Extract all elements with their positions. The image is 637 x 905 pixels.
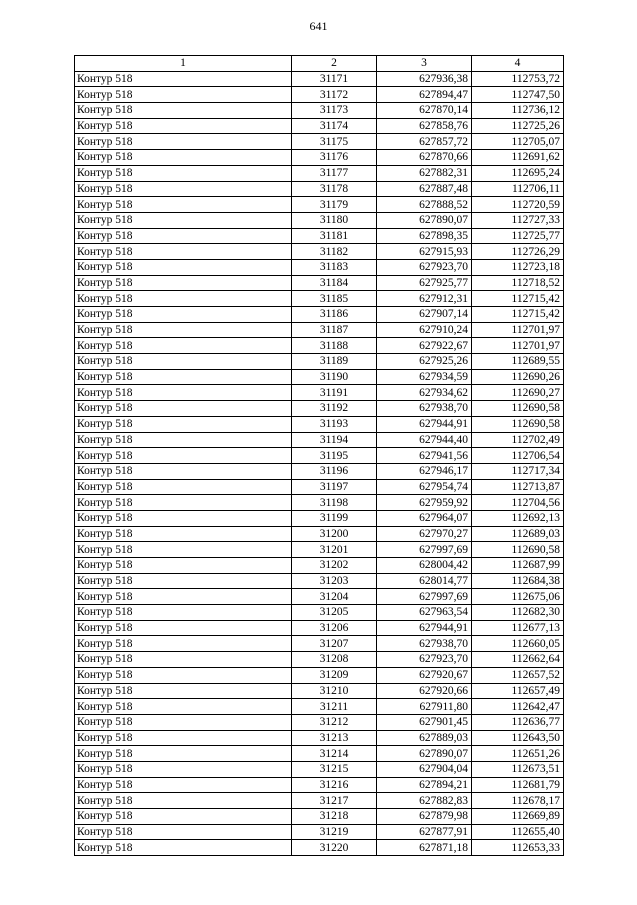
table-row: [75, 746, 564, 762]
y-coordinate-cell: 112706,54: [472, 448, 564, 464]
contour-name-cell: Контур 518: [75, 354, 292, 370]
contour-name-cell: Контур 518: [75, 401, 292, 417]
x-coordinate-cell: 627934,59: [377, 369, 472, 385]
x-coordinate-cell: 627920,67: [377, 667, 472, 683]
point-number-cell: 31217: [292, 793, 377, 809]
table-row: [75, 824, 564, 840]
y-coordinate-cell: 112669,89: [472, 809, 564, 825]
x-coordinate-cell: 627857,72: [377, 134, 472, 150]
y-coordinate-cell: 112720,59: [472, 197, 564, 213]
table-row: [75, 448, 564, 464]
point-number-cell: 31213: [292, 730, 377, 746]
point-number-cell: 31174: [292, 118, 377, 134]
y-coordinate-cell: 112643,50: [472, 730, 564, 746]
point-number-cell: 31176: [292, 150, 377, 166]
y-coordinate-cell: 112660,05: [472, 636, 564, 652]
coordinates-table: [74, 55, 564, 856]
x-coordinate-cell: 627963,54: [377, 605, 472, 621]
header-row: [75, 56, 564, 72]
y-coordinate-cell: 112725,77: [472, 228, 564, 244]
point-number-cell: 31218: [292, 809, 377, 825]
y-coordinate-cell: 112704,56: [472, 495, 564, 511]
contour-name-cell: Контур 518: [75, 667, 292, 683]
table-row: [75, 259, 564, 275]
x-coordinate-cell: 627890,07: [377, 746, 472, 762]
table-row: [75, 777, 564, 793]
x-coordinate-cell: 627941,56: [377, 448, 472, 464]
table-row: [75, 558, 564, 574]
x-coordinate-cell: 627925,77: [377, 275, 472, 291]
y-coordinate-cell: 112717,34: [472, 463, 564, 479]
point-number-cell: 31216: [292, 777, 377, 793]
x-coordinate-cell: 627938,70: [377, 636, 472, 652]
point-number-cell: 31210: [292, 683, 377, 699]
point-number-cell: 31187: [292, 322, 377, 338]
contour-name-cell: Контур 518: [75, 558, 292, 574]
contour-name-cell: Контур 518: [75, 495, 292, 511]
table-row: [75, 275, 564, 291]
point-number-cell: 31185: [292, 291, 377, 307]
contour-name-cell: Контур 518: [75, 699, 292, 715]
contour-name-cell: Контур 518: [75, 291, 292, 307]
point-number-cell: 31184: [292, 275, 377, 291]
contour-name-cell: Контур 518: [75, 761, 292, 777]
point-number-cell: 31195: [292, 448, 377, 464]
contour-name-cell: Контур 518: [75, 369, 292, 385]
point-number-cell: 31193: [292, 416, 377, 432]
point-number-cell: 31190: [292, 369, 377, 385]
contour-name-cell: Контур 518: [75, 432, 292, 448]
table-row: [75, 714, 564, 730]
y-coordinate-cell: 112702,49: [472, 432, 564, 448]
table-row: [75, 150, 564, 166]
table-row: [75, 307, 564, 323]
contour-name-cell: Контур 518: [75, 777, 292, 793]
contour-name-cell: Контур 518: [75, 479, 292, 495]
contour-name-cell: Контур 518: [75, 448, 292, 464]
contour-name-cell: Контур 518: [75, 730, 292, 746]
table-row: [75, 416, 564, 432]
x-coordinate-cell: 627959,92: [377, 495, 472, 511]
table-row: [75, 605, 564, 621]
y-coordinate-cell: 112727,33: [472, 212, 564, 228]
point-number-cell: 31215: [292, 761, 377, 777]
contour-name-cell: Контур 518: [75, 605, 292, 621]
point-number-cell: 31178: [292, 181, 377, 197]
contour-name-cell: Контур 518: [75, 103, 292, 119]
point-number-cell: 31206: [292, 620, 377, 636]
x-coordinate-cell: 627890,07: [377, 212, 472, 228]
contour-name-cell: Контур 518: [75, 620, 292, 636]
header-cell-4: 4: [472, 56, 564, 72]
point-number-cell: 31189: [292, 354, 377, 370]
y-coordinate-cell: 112715,42: [472, 307, 564, 323]
y-coordinate-cell: 112678,17: [472, 793, 564, 809]
x-coordinate-cell: 627923,70: [377, 259, 472, 275]
contour-name-cell: Контур 518: [75, 228, 292, 244]
y-coordinate-cell: 112636,77: [472, 714, 564, 730]
y-coordinate-cell: 112689,03: [472, 526, 564, 542]
table-row: [75, 181, 564, 197]
y-coordinate-cell: 112690,26: [472, 369, 564, 385]
table-row: [75, 432, 564, 448]
point-number-cell: 31198: [292, 495, 377, 511]
point-number-cell: 31207: [292, 636, 377, 652]
point-number-cell: 31200: [292, 526, 377, 542]
x-coordinate-cell: 627938,70: [377, 401, 472, 417]
y-coordinate-cell: 112653,33: [472, 840, 564, 856]
contour-name-cell: Контур 518: [75, 338, 292, 354]
x-coordinate-cell: 627882,83: [377, 793, 472, 809]
y-coordinate-cell: 112682,30: [472, 605, 564, 621]
contour-name-cell: Контур 518: [75, 510, 292, 526]
x-coordinate-cell: 627934,62: [377, 385, 472, 401]
table-row: [75, 730, 564, 746]
contour-name-cell: Контур 518: [75, 71, 292, 87]
point-number-cell: 31204: [292, 589, 377, 605]
x-coordinate-cell: 627923,70: [377, 652, 472, 668]
table-row: [75, 134, 564, 150]
contour-name-cell: Контур 518: [75, 840, 292, 856]
table-row: [75, 118, 564, 134]
x-coordinate-cell: 627907,14: [377, 307, 472, 323]
x-coordinate-cell: 627944,40: [377, 432, 472, 448]
table-row: [75, 699, 564, 715]
x-coordinate-cell: 627889,03: [377, 730, 472, 746]
point-number-cell: 31186: [292, 307, 377, 323]
point-number-cell: 31197: [292, 479, 377, 495]
y-coordinate-cell: 112681,79: [472, 777, 564, 793]
x-coordinate-cell: 627887,48: [377, 181, 472, 197]
table-row: [75, 401, 564, 417]
point-number-cell: 31183: [292, 259, 377, 275]
y-coordinate-cell: 112718,52: [472, 275, 564, 291]
table-row: [75, 526, 564, 542]
table-row: [75, 761, 564, 777]
contour-name-cell: Контур 518: [75, 824, 292, 840]
x-coordinate-cell: 627877,91: [377, 824, 472, 840]
table-row: [75, 197, 564, 213]
x-coordinate-cell: 627858,76: [377, 118, 472, 134]
x-coordinate-cell: 627925,26: [377, 354, 472, 370]
y-coordinate-cell: 112651,26: [472, 746, 564, 762]
y-coordinate-cell: 112713,87: [472, 479, 564, 495]
x-coordinate-cell: 627915,93: [377, 244, 472, 260]
contour-name-cell: Контур 518: [75, 212, 292, 228]
table-row: [75, 573, 564, 589]
contour-name-cell: Контур 518: [75, 165, 292, 181]
point-number-cell: 31173: [292, 103, 377, 119]
table-row: [75, 636, 564, 652]
x-coordinate-cell: 627882,31: [377, 165, 472, 181]
y-coordinate-cell: 112687,99: [472, 558, 564, 574]
table-row: [75, 463, 564, 479]
table-row: [75, 354, 564, 370]
contour-name-cell: Контур 518: [75, 244, 292, 260]
y-coordinate-cell: 112701,97: [472, 338, 564, 354]
contour-name-cell: Контур 518: [75, 714, 292, 730]
x-coordinate-cell: 627910,24: [377, 322, 472, 338]
point-number-cell: 31214: [292, 746, 377, 762]
table-row: [75, 244, 564, 260]
table-row: [75, 809, 564, 825]
table-row: [75, 103, 564, 119]
point-number-cell: 31172: [292, 87, 377, 103]
point-number-cell: 31199: [292, 510, 377, 526]
point-number-cell: 31175: [292, 134, 377, 150]
contour-name-cell: Контур 518: [75, 526, 292, 542]
x-coordinate-cell: 627912,31: [377, 291, 472, 307]
x-coordinate-cell: 627870,66: [377, 150, 472, 166]
point-number-cell: 31191: [292, 385, 377, 401]
y-coordinate-cell: 112684,38: [472, 573, 564, 589]
y-coordinate-cell: 112726,29: [472, 244, 564, 260]
x-coordinate-cell: 627870,14: [377, 103, 472, 119]
contour-name-cell: Контур 518: [75, 573, 292, 589]
point-number-cell: 31212: [292, 714, 377, 730]
x-coordinate-cell: 627922,67: [377, 338, 472, 354]
point-number-cell: 31180: [292, 212, 377, 228]
point-number-cell: 31179: [292, 197, 377, 213]
contour-name-cell: Контур 518: [75, 636, 292, 652]
point-number-cell: 31182: [292, 244, 377, 260]
y-coordinate-cell: 112705,07: [472, 134, 564, 150]
y-coordinate-cell: 112690,58: [472, 401, 564, 417]
contour-name-cell: Контур 518: [75, 322, 292, 338]
y-coordinate-cell: 112673,51: [472, 761, 564, 777]
y-coordinate-cell: 112642,47: [472, 699, 564, 715]
table-row: [75, 228, 564, 244]
y-coordinate-cell: 112689,55: [472, 354, 564, 370]
point-number-cell: 31194: [292, 432, 377, 448]
table-row: [75, 683, 564, 699]
x-coordinate-cell: 627898,35: [377, 228, 472, 244]
point-number-cell: 31201: [292, 542, 377, 558]
y-coordinate-cell: 112695,24: [472, 165, 564, 181]
contour-name-cell: Контур 518: [75, 416, 292, 432]
table-row: [75, 589, 564, 605]
y-coordinate-cell: 112690,27: [472, 385, 564, 401]
y-coordinate-cell: 112662,64: [472, 652, 564, 668]
table-row: [75, 840, 564, 856]
point-number-cell: 31220: [292, 840, 377, 856]
table-row: [75, 510, 564, 526]
point-number-cell: 31177: [292, 165, 377, 181]
x-coordinate-cell: 628004,42: [377, 558, 472, 574]
x-coordinate-cell: 627944,91: [377, 416, 472, 432]
contour-name-cell: Контур 518: [75, 385, 292, 401]
page-number: 641: [309, 19, 328, 33]
x-coordinate-cell: 627901,45: [377, 714, 472, 730]
y-coordinate-cell: 112691,62: [472, 150, 564, 166]
point-number-cell: 31208: [292, 652, 377, 668]
table-row: [75, 652, 564, 668]
contour-name-cell: Контур 518: [75, 793, 292, 809]
contour-name-cell: Контур 518: [75, 463, 292, 479]
x-coordinate-cell: 627936,38: [377, 71, 472, 87]
contour-name-cell: Контур 518: [75, 589, 292, 605]
y-coordinate-cell: 112690,58: [472, 416, 564, 432]
y-coordinate-cell: 112677,13: [472, 620, 564, 636]
point-number-cell: 31188: [292, 338, 377, 354]
y-coordinate-cell: 112706,11: [472, 181, 564, 197]
y-coordinate-cell: 112723,18: [472, 259, 564, 275]
point-number-cell: 31181: [292, 228, 377, 244]
table-row: [75, 495, 564, 511]
point-number-cell: 31171: [292, 71, 377, 87]
contour-name-cell: Контур 518: [75, 181, 292, 197]
table-row: [75, 71, 564, 87]
y-coordinate-cell: 112657,52: [472, 667, 564, 683]
point-number-cell: 31203: [292, 573, 377, 589]
x-coordinate-cell: 627904,04: [377, 761, 472, 777]
contour-name-cell: Контур 518: [75, 150, 292, 166]
x-coordinate-cell: 627911,80: [377, 699, 472, 715]
y-coordinate-cell: 112736,12: [472, 103, 564, 119]
contour-name-cell: Контур 518: [75, 275, 292, 291]
table-row: [75, 479, 564, 495]
table-row: [75, 385, 564, 401]
table-row: [75, 87, 564, 103]
y-coordinate-cell: 112657,49: [472, 683, 564, 699]
point-number-cell: 31192: [292, 401, 377, 417]
table-body: [75, 71, 564, 855]
y-coordinate-cell: 112747,50: [472, 87, 564, 103]
x-coordinate-cell: 627871,18: [377, 840, 472, 856]
x-coordinate-cell: 627894,21: [377, 777, 472, 793]
table-row: [75, 620, 564, 636]
x-coordinate-cell: 627944,91: [377, 620, 472, 636]
contour-name-cell: Контур 518: [75, 652, 292, 668]
y-coordinate-cell: 112701,97: [472, 322, 564, 338]
y-coordinate-cell: 112725,26: [472, 118, 564, 134]
x-coordinate-cell: 627964,07: [377, 510, 472, 526]
contour-name-cell: Контур 518: [75, 197, 292, 213]
table-row: [75, 793, 564, 809]
x-coordinate-cell: 627997,69: [377, 542, 472, 558]
contour-name-cell: Контур 518: [75, 809, 292, 825]
x-coordinate-cell: 627920,66: [377, 683, 472, 699]
contour-name-cell: Контур 518: [75, 683, 292, 699]
header-cell-2: 2: [292, 56, 377, 72]
point-number-cell: 31205: [292, 605, 377, 621]
x-coordinate-cell: 627946,17: [377, 463, 472, 479]
contour-name-cell: Контур 518: [75, 118, 292, 134]
x-coordinate-cell: 627997,69: [377, 589, 472, 605]
y-coordinate-cell: 112715,42: [472, 291, 564, 307]
x-coordinate-cell: 627888,52: [377, 197, 472, 213]
y-coordinate-cell: 112655,40: [472, 824, 564, 840]
point-number-cell: 31209: [292, 667, 377, 683]
table-row: [75, 542, 564, 558]
point-number-cell: 31211: [292, 699, 377, 715]
table-row: [75, 667, 564, 683]
x-coordinate-cell: 628014,77: [377, 573, 472, 589]
point-number-cell: 31202: [292, 558, 377, 574]
point-number-cell: 31196: [292, 463, 377, 479]
contour-name-cell: Контур 518: [75, 134, 292, 150]
y-coordinate-cell: 112675,06: [472, 589, 564, 605]
contour-name-cell: Контур 518: [75, 259, 292, 275]
point-number-cell: 31219: [292, 824, 377, 840]
contour-name-cell: Контур 518: [75, 746, 292, 762]
x-coordinate-cell: 627954,74: [377, 479, 472, 495]
y-coordinate-cell: 112692,13: [472, 510, 564, 526]
table-row: [75, 291, 564, 307]
x-coordinate-cell: 627894,47: [377, 87, 472, 103]
table-header: [75, 56, 564, 72]
table-row: [75, 338, 564, 354]
y-coordinate-cell: 112753,72: [472, 71, 564, 87]
contour-name-cell: Контур 518: [75, 307, 292, 323]
y-coordinate-cell: 112690,58: [472, 542, 564, 558]
table-row: [75, 369, 564, 385]
header-cell-3: 3: [377, 56, 472, 72]
x-coordinate-cell: 627970,27: [377, 526, 472, 542]
contour-name-cell: Контур 518: [75, 542, 292, 558]
header-cell-1: 1: [75, 56, 292, 72]
table-row: [75, 212, 564, 228]
table-row: [75, 165, 564, 181]
x-coordinate-cell: 627879,98: [377, 809, 472, 825]
contour-name-cell: Контур 518: [75, 87, 292, 103]
table-row: [75, 322, 564, 338]
